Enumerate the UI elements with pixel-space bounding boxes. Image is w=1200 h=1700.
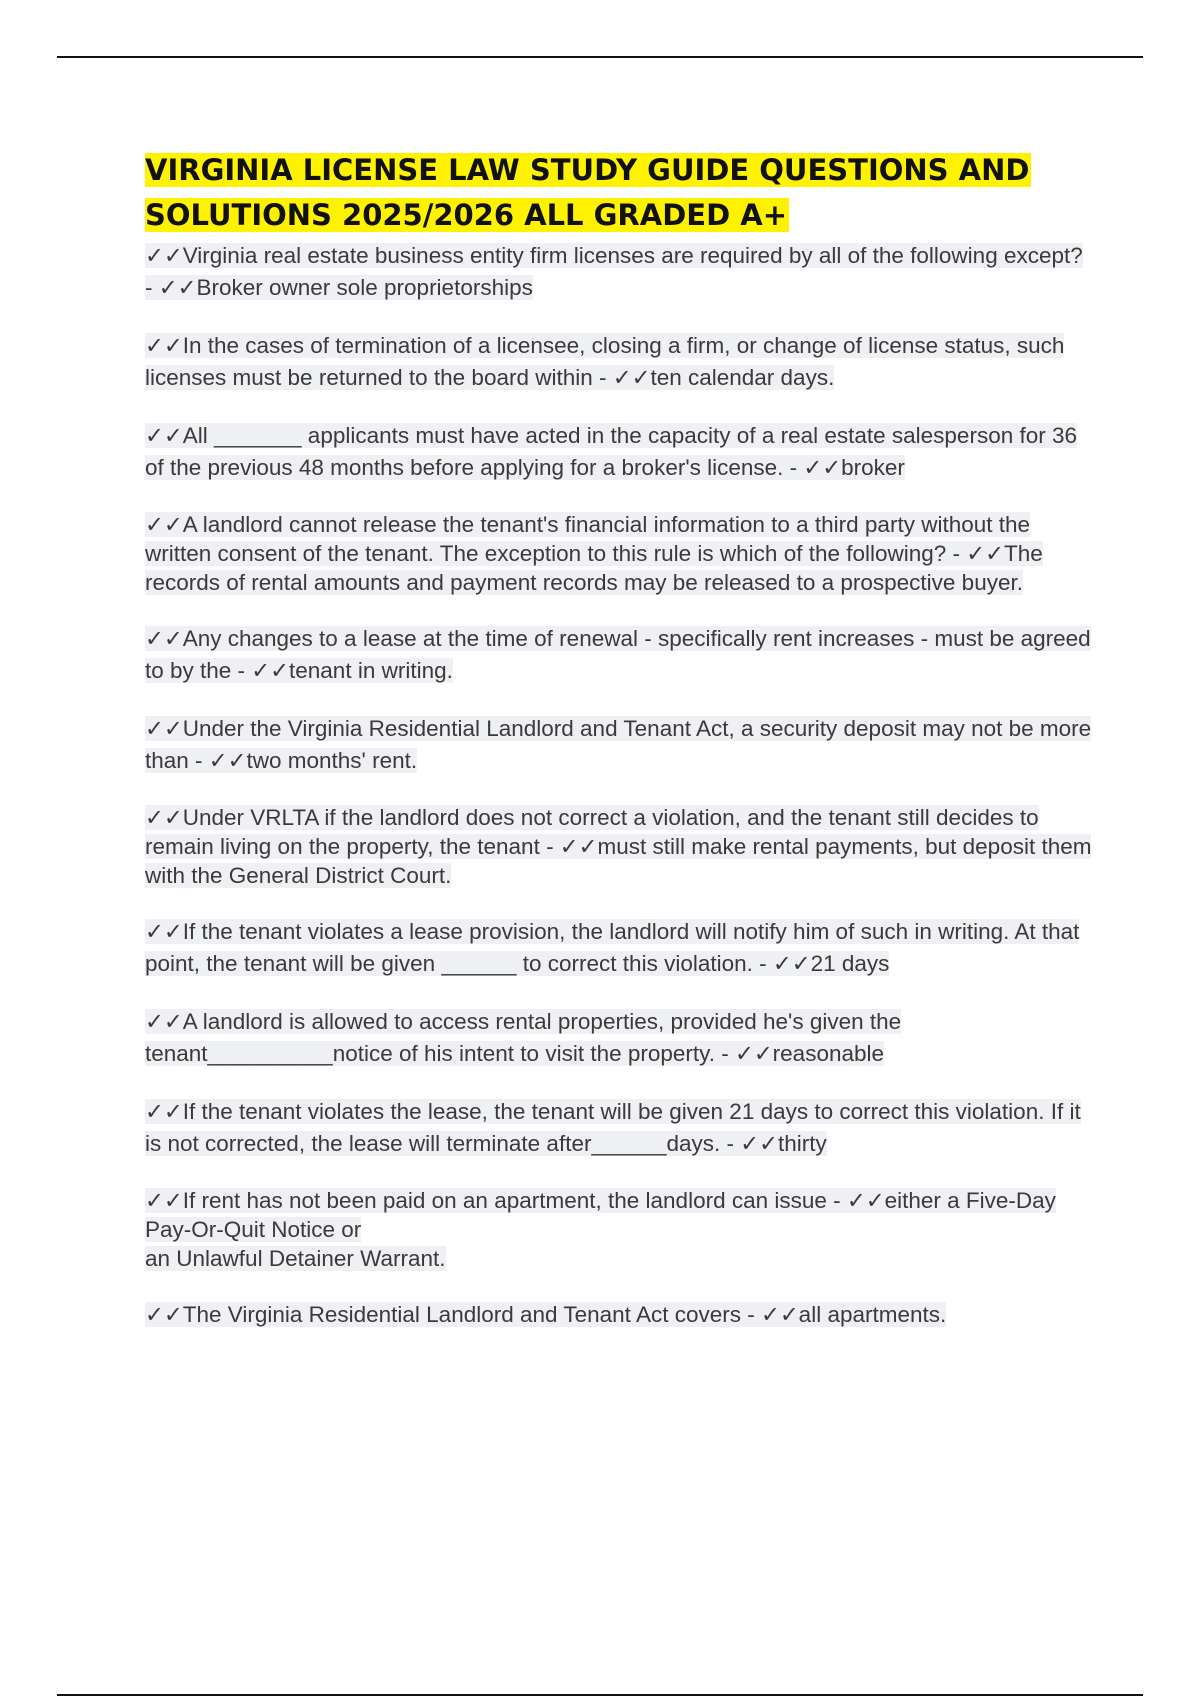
qa-item-11 bbox=[145, 1186, 1095, 1273]
qa-item-text: ✓✓If rent has not been paid on an apartment, the landlord can issue - ✓✓either a Five-Day Pay-Or-Quit Notice or an Unlawful Detainer Warrant. bbox=[145, 1188, 1056, 1271]
qa-item-4 bbox=[145, 510, 1095, 597]
qa-item-6 bbox=[145, 713, 1095, 777]
qa-item-text: ✓✓Under VRLTA if the landlord does not correct a violation, and the tenant still decides to remain living on the property, the tenant - ✓✓must still make rental payments, but deposit them with the General District Court. bbox=[145, 805, 1092, 888]
qa-item-text: ✓✓In the cases of termination of a licensee, closing a firm, or change of license status, such licenses must be returned to the board within - ✓✓ten calendar days. bbox=[145, 333, 1065, 390]
footer-rule bbox=[57, 1694, 1143, 1696]
qa-item-text: ✓✓The Virginia Residential Landlord and Tenant Act covers - ✓✓all apartments. bbox=[145, 1302, 947, 1327]
qa-item-text: ✓✓If the tenant violates the lease, the tenant will be given 21 days to correct this violation. If it is not corrected, the lease will terminate after______days. - ✓✓thirty bbox=[145, 1099, 1081, 1156]
qa-item-12 bbox=[145, 1299, 1095, 1331]
document-title-text: VIRGINIA LICENSE LAW STUDY GUIDE QUESTIONS AND SOLUTIONS 2025/2026 ALL GRADED A+ bbox=[145, 153, 1030, 232]
qa-item-text: ✓✓A landlord is allowed to access rental properties, provided he's given the tenant__________notice of his intent to visit the property. - ✓✓reasonable bbox=[145, 1009, 902, 1066]
qa-item-2 bbox=[145, 330, 1095, 394]
qa-item-text: ✓✓Under the Virginia Residential Landlord and Tenant Act, a security deposit may not be more than - ✓✓two months' rent. bbox=[145, 716, 1092, 773]
qa-item-8 bbox=[145, 916, 1095, 980]
qa-item-3 bbox=[145, 420, 1095, 484]
qa-item-1 bbox=[145, 240, 1095, 304]
qa-item-text: ✓✓Any changes to a lease at the time of renewal - specifically rent increases - must be agreed to by the - ✓✓tenant in writing. bbox=[145, 626, 1091, 683]
qa-item-text: ✓✓If the tenant violates a lease provision, the landlord will notify him of such in writing. At that point, the tenant will be given ______ to correct this violation. - ✓✓21 days bbox=[145, 919, 1080, 976]
qa-item-text: ✓✓A landlord cannot release the tenant's financial information to a third party without the written consent of the tenant. The exception to this rule is which of the following? - ✓✓The records of rental amounts and payment records may be released to a prospective buyer. bbox=[145, 512, 1043, 595]
qa-item-10 bbox=[145, 1096, 1095, 1160]
qa-item-9 bbox=[145, 1006, 1095, 1070]
document-body bbox=[145, 148, 1095, 1357]
qa-item-5 bbox=[145, 623, 1095, 687]
header-rule bbox=[57, 56, 1143, 58]
qa-item-text: ✓✓All _______ applicants must have acted in the capacity of a real estate salesperson for 36 of the previous 48 months before applying for a broker's license. - ✓✓broker bbox=[145, 423, 1078, 480]
qa-item-text: ✓✓Virginia real estate business entity firm licenses are required by all of the following except? - ✓✓Broker owner sole proprietorships bbox=[145, 243, 1083, 300]
document-title bbox=[145, 148, 1095, 238]
qa-item-7 bbox=[145, 803, 1095, 890]
